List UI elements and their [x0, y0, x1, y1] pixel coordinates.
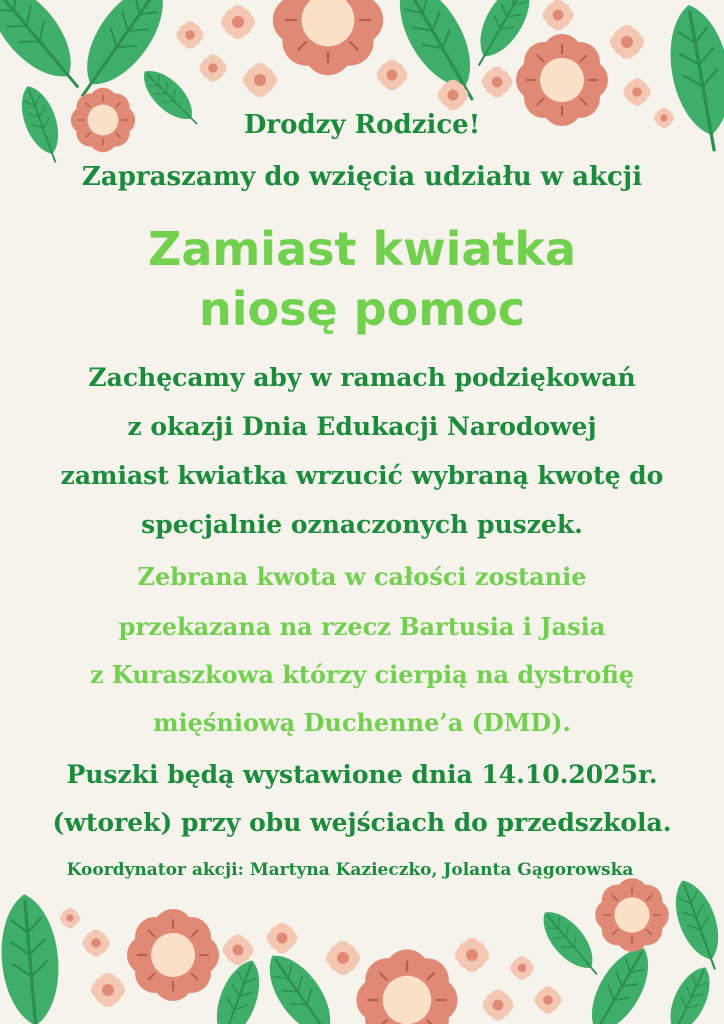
blossom-icon [623, 78, 650, 105]
bottom-decoration [0, 874, 724, 1024]
top-decoration [0, 0, 724, 168]
blossom-icon [267, 923, 298, 954]
flower-icon [595, 878, 669, 952]
blossom-icon [243, 63, 277, 97]
campaign-title-line-2: niosę pomoc [198, 282, 526, 336]
body-line: z okazji Dnia Edukacji Narodowej [127, 412, 597, 441]
blossom-icon [221, 5, 255, 39]
donation-line: Zebrana kwota w całości zostanie [137, 562, 587, 591]
coordinator: Koordynator akcji: Martyna Kazieczko, Jolanta Gągorowska [66, 860, 634, 880]
greeting: Drodzy Rodzice! [243, 110, 481, 140]
leaf-icon [657, 961, 719, 1024]
blossom-icon [483, 990, 514, 1021]
body-line: Zachęcamy aby w ramach podziękowań [88, 363, 636, 392]
campaign-title-line-1: Zamiast kwiatka [147, 222, 577, 276]
blossom-icon [60, 908, 80, 928]
body-line: specjalnie oznaczonych puszek. [141, 510, 583, 539]
blossom-icon [510, 956, 534, 980]
body-line: zamiast kwiatka wrzucić wybraną kwotę do [60, 461, 664, 490]
flower-icon [356, 949, 457, 1024]
leaf-icon [666, 874, 724, 975]
schedule-line: (wtorek) przy obu wejściach do przedszkola. [52, 808, 672, 837]
blossom-icon [482, 67, 513, 98]
leaf-icon [0, 892, 65, 1024]
blossom-icon [223, 935, 254, 966]
blossom-icon [176, 21, 203, 48]
blossom-icon [82, 929, 109, 956]
blossom-icon [543, 0, 574, 30]
schedule-line: Puszki będą wystawione dnia 14.10.2025r. [66, 760, 658, 789]
flower-icon [127, 909, 219, 1001]
leaf-icon [0, 0, 98, 104]
blossom-icon [199, 54, 226, 81]
blossom-icon [326, 941, 360, 975]
blossom-icon [534, 986, 561, 1013]
blossom-icon [610, 25, 644, 59]
donation-line: z Kuraszkowa którzy cierpią na dystrofię [89, 660, 635, 689]
invitation: Zapraszamy do wzięcia udziału w akcji [81, 162, 643, 192]
blossom-icon [377, 60, 408, 91]
flower-icon [273, 0, 383, 75]
blossom-icon [455, 938, 489, 972]
donation-line: mięśniową Duchenne’a (DMD). [153, 708, 571, 737]
donation-line: przekazana na rzecz Bartusia i Jasia [118, 612, 606, 641]
blossom-icon [91, 973, 125, 1007]
